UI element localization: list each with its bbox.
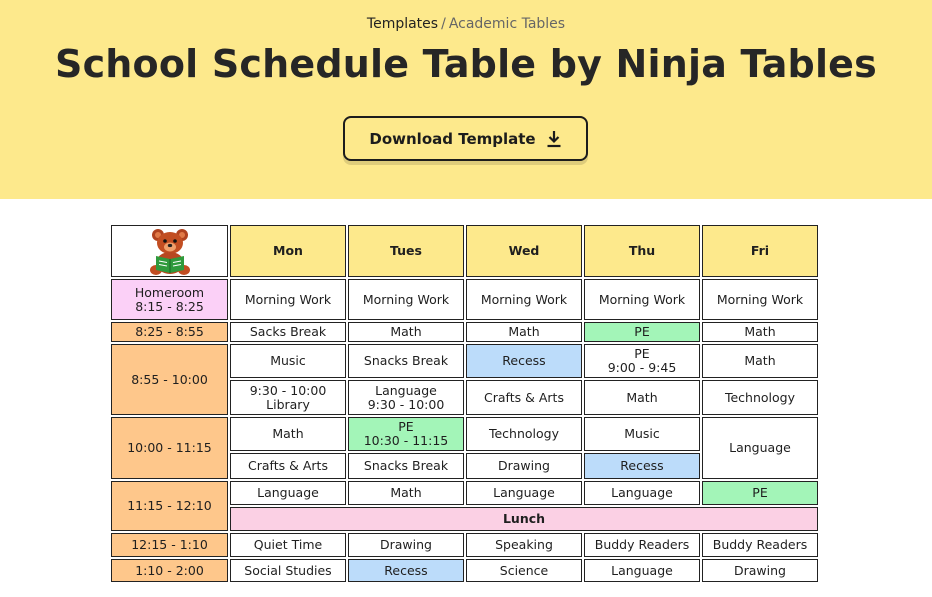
- table-cell: Music: [230, 344, 346, 378]
- table-cell: Language: [584, 481, 700, 505]
- table-cell: Snacks Break: [348, 453, 464, 479]
- table-cell: Language: [230, 481, 346, 505]
- table-cell: Music: [584, 417, 700, 451]
- table-cell: Morning Work: [466, 279, 582, 320]
- table-cell: Math: [584, 380, 700, 415]
- time-cell: 8:25 - 8:55: [111, 322, 228, 342]
- corner-image-cell: [111, 225, 228, 277]
- table-cell: Crafts & Arts: [230, 453, 346, 479]
- table-cell: Technology: [466, 417, 582, 451]
- table-cell: Math: [702, 344, 818, 378]
- header-thu: Thu: [584, 225, 700, 277]
- header-mon: Mon: [230, 225, 346, 277]
- table-cell-recess: Recess: [466, 344, 582, 378]
- download-template-label: Download Template: [369, 129, 536, 148]
- table-cell: Drawing: [348, 533, 464, 557]
- table-cell-pe: PE: [702, 481, 818, 505]
- table-cell-recess: Recess: [584, 453, 700, 479]
- table-cell: PE 9:00 - 9:45: [584, 344, 700, 378]
- time-cell: 11:15 - 12:10: [111, 481, 228, 531]
- table-cell: Drawing: [466, 453, 582, 479]
- table-cell: Social Studies: [230, 559, 346, 582]
- header-wed: Wed: [466, 225, 582, 277]
- table-cell: Math: [230, 417, 346, 451]
- table-cell: Buddy Readers: [702, 533, 818, 557]
- time-cell: 1:10 - 2:00: [111, 559, 228, 582]
- download-template-button[interactable]: [343, 116, 588, 161]
- table-cell: Language: [584, 559, 700, 582]
- header-tues: Tues: [348, 225, 464, 277]
- table-cell: Quiet Time: [230, 533, 346, 557]
- table-cell-recess: Recess: [348, 559, 464, 582]
- page-title: School Schedule Table by Ninja Tables: [55, 42, 877, 86]
- table-cell: Language: [702, 417, 818, 479]
- table-cell: Drawing: [702, 559, 818, 582]
- time-cell-homeroom: Homeroom 8:15 - 8:25: [111, 279, 228, 320]
- table-cell: 9:30 - 10:00 Library: [230, 380, 346, 415]
- school-schedule-table: [110, 224, 821, 580]
- table-cell: Crafts & Arts: [466, 380, 582, 415]
- table-cell: Buddy Readers: [584, 533, 700, 557]
- table-cell: Language 9:30 - 10:00: [348, 380, 464, 415]
- header-fri: Fri: [702, 225, 818, 277]
- breadcrumb-academic-tables-link[interactable]: Academic Tables: [448, 16, 566, 32]
- table-cell-pe: PE 10:30 - 11:15: [348, 417, 464, 451]
- breadcrumb-templates-link[interactable]: Templates: [366, 16, 439, 32]
- table-cell-pe: PE: [584, 322, 700, 342]
- download-icon: [546, 130, 562, 148]
- table-cell: Technology: [702, 380, 818, 415]
- lunch-cell: Lunch: [230, 507, 818, 531]
- teddy-bear-reading-icon: [147, 226, 193, 276]
- breadcrumb: [0, 16, 932, 32]
- table-cell: Morning Work: [348, 279, 464, 320]
- time-cell: 12:15 - 1:10: [111, 533, 228, 557]
- table-cell: Math: [348, 322, 464, 342]
- table-cell: Morning Work: [584, 279, 700, 320]
- table-cell: Science: [466, 559, 582, 582]
- table-cell: Math: [702, 322, 818, 342]
- hero-banner: [0, 0, 932, 199]
- table-cell: Morning Work: [702, 279, 818, 320]
- time-cell: 10:00 - 11:15: [111, 417, 228, 479]
- table-cell: Snacks Break: [348, 344, 464, 378]
- table-cell: Speaking: [466, 533, 582, 557]
- table-cell: Sacks Break: [230, 322, 346, 342]
- table-cell: Math: [466, 322, 582, 342]
- table-cell: Language: [466, 481, 582, 505]
- table-cell: Morning Work: [230, 279, 346, 320]
- table-cell: Math: [348, 481, 464, 505]
- breadcrumb-separator: /: [441, 16, 446, 32]
- time-cell: 8:55 - 10:00: [111, 344, 228, 415]
